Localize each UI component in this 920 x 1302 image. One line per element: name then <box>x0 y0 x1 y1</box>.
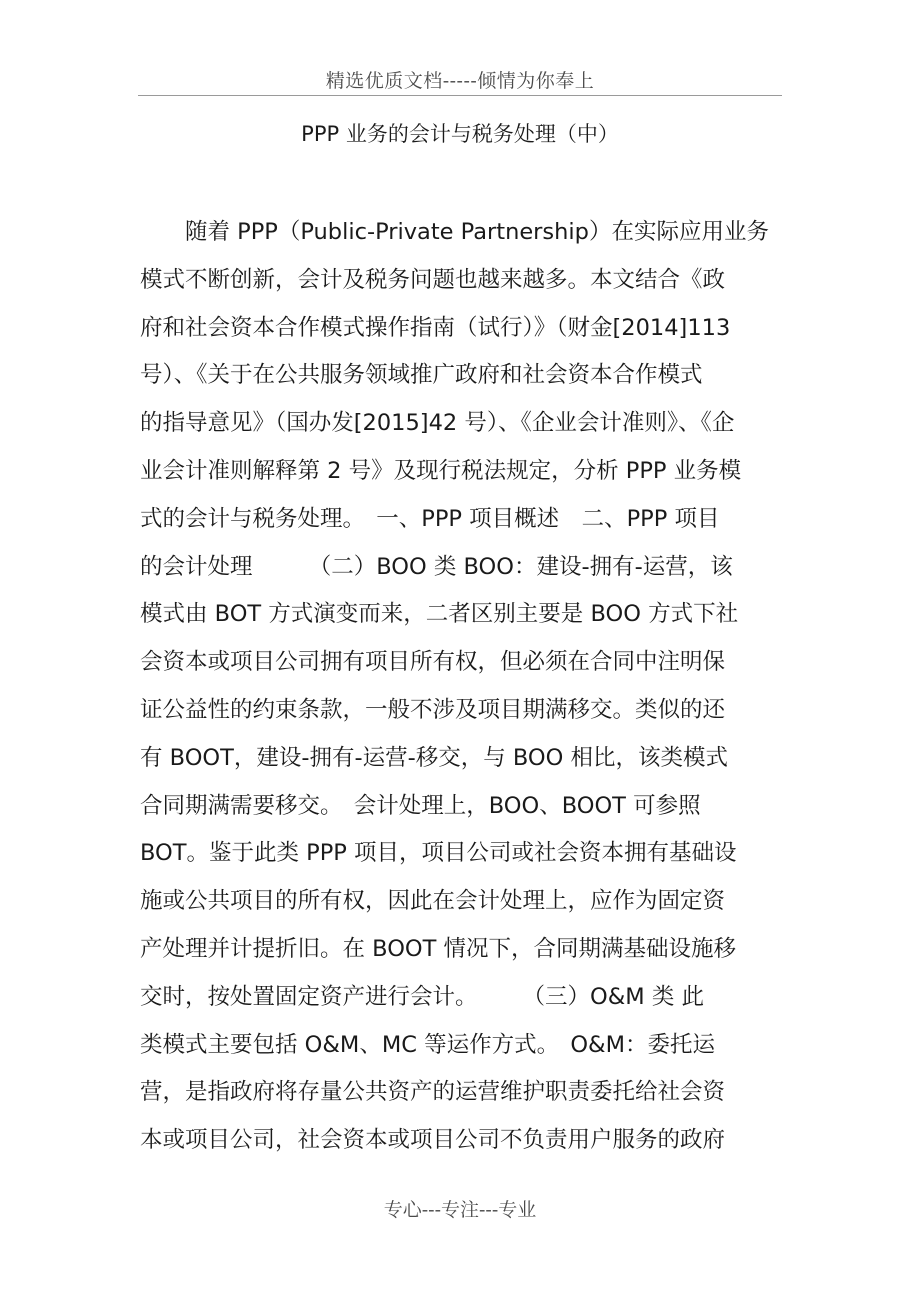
body-line: 本或项目公司，社会资本或项目公司不负责用户服务的政府 <box>140 1127 726 1154</box>
body-line: 交时，按处置固定资产进行会计。 （三）O&M 类 此 <box>140 983 704 1010</box>
body-line: 证公益性的约束条款，一般不涉及项目期满移交。类似的还 <box>140 696 726 723</box>
body-line: 施或公共项目的所有权，因此在会计处理上，应作为固定资 <box>140 888 726 915</box>
page-header: 精选优质文档-----倾情为你奉上 <box>325 70 595 92</box>
body-line: 合同期满需要移交。 会计处理上，BOO、BOOT 可参照 <box>140 792 701 819</box>
body-line: 模式不断创新，会计及税务问题也越来越多。本文结合《政 <box>140 266 726 293</box>
header-divider <box>138 95 782 96</box>
body-line: 模式由 BOT 方式演变而来，二者区别主要是 BOO 方式下社 <box>140 601 739 628</box>
body-line: 营，是指政府将存量公共资产的运营维护职责委托给社会资 <box>140 1079 726 1106</box>
body-line: 类模式主要包括 O&M、MC 等运作方式。 O&M：委托运 <box>140 1031 716 1058</box>
body-line: 号）、《关于在公共服务领域推广政府和社会资本合作模式 <box>140 362 703 389</box>
body-line: 有 BOOT，建设-拥有-运营-移交，与 BOO 相比，该类模式 <box>140 744 728 771</box>
body-line: 的指导意见》（国办发[2015]42 号）、《企业会计准则》、《企 <box>140 410 735 437</box>
body-line: 随着 PPP（Public-Private Partnership）在实际应用业务 <box>140 219 769 245</box>
body-line: 业会计准则解释第 2 号》及现行税法规定，分析 PPP 业务模 <box>140 457 742 484</box>
body-line: 式的会计与税务处理。 一、PPP 项目概述 二、PPP 项目 <box>140 505 720 532</box>
body-line: 会资本或项目公司拥有项目所有权，但必须在合同中注明保 <box>140 649 726 676</box>
body-line: 的会计处理 （二）BOO 类 BOO：建设-拥有-运营，该 <box>140 553 733 580</box>
body-line: 府和社会资本合作模式操作指南（试行）》（财金[2014]113 <box>140 314 731 341</box>
body-line: BOT。鉴于此类 PPP 项目，项目公司或社会资本拥有基础设 <box>140 840 737 867</box>
document-title: PPP 业务的会计与税务处理（中） <box>301 122 619 146</box>
body-line: 产处理并计提折旧。在 BOOT 情况下，合同期满基础设施移 <box>140 935 737 962</box>
page-footer: 专心---专注---专业 <box>383 1199 537 1221</box>
document-body <box>140 209 790 1165</box>
